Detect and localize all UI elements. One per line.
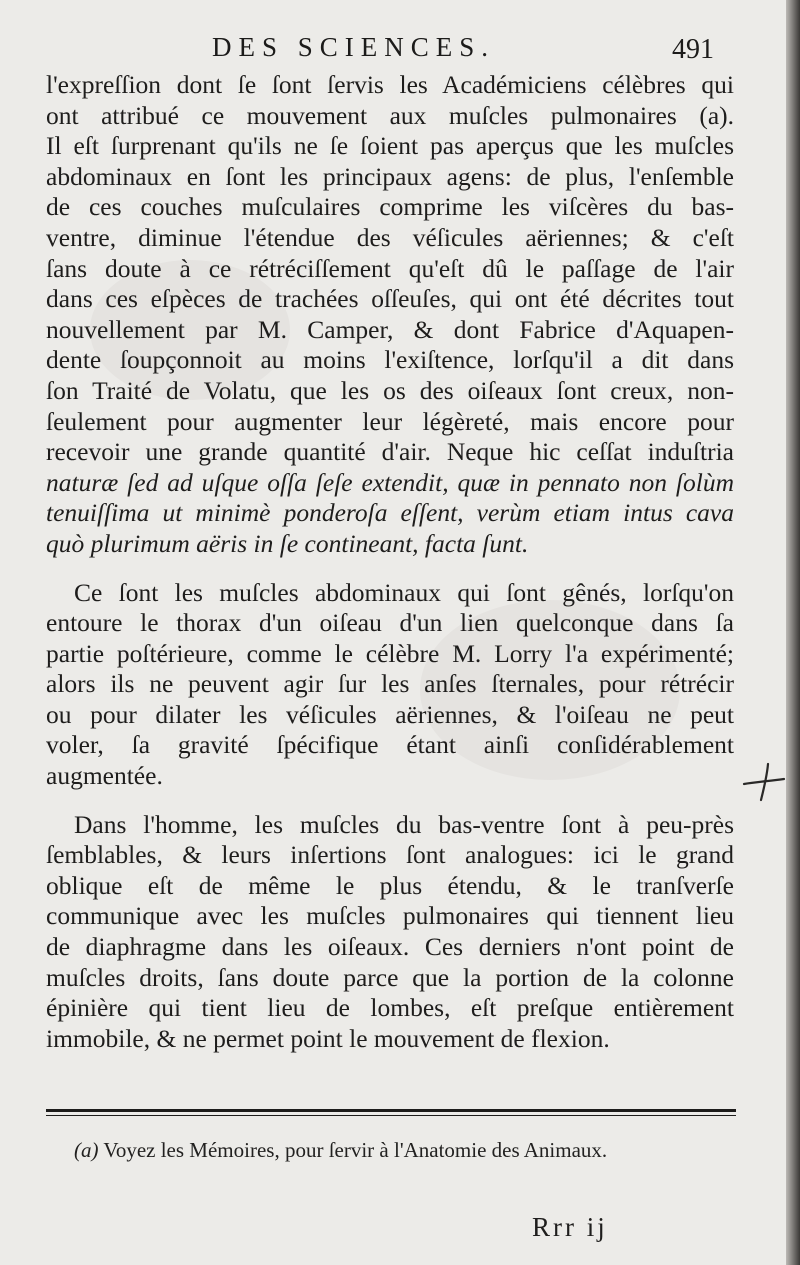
page-edge-shadow (786, 0, 800, 1265)
footnote-rule (46, 1109, 736, 1112)
text-line: recevoir une grande quantité d'air. Neque hic ceſſat induſtria (46, 437, 734, 467)
footnote (74, 1138, 714, 1163)
text-line: de diaphragme dans les oiſeaux. Ces derniers n'ont point de (46, 932, 734, 962)
text-line: voler, ſa gravité ſpécifique étant ainſi conſidérablement (46, 730, 734, 760)
page-number: 491 (672, 34, 714, 65)
text-line: ſon Traité de Volatu, que les os des oiſeaux ſont creux, non- (46, 375, 734, 405)
footnote-rule-thin (46, 1115, 736, 1116)
text-line: ou pour dilater les véſicules aëriennes, & l'oiſeau ne peut (46, 699, 734, 729)
text-line: oblique eſt de même le plus étendu, & le tranſverſe (46, 870, 734, 900)
handwritten-plus-mark (740, 760, 788, 804)
paragraph-1 (46, 70, 734, 560)
text-line: muſcles droits, ſans doute parce que la portion de la colonne (46, 962, 734, 992)
text-line: nouvellement par M. Camper, & dont Fabrice d'Aquapen- (46, 314, 734, 344)
text-line: communique avec les muſcles pulmonaires qui tiennent lieu (46, 901, 734, 931)
latin-quote-line: naturæ ſed ad uſque oſſa ſeſe extendit, quæ in pennato non ſolùm (46, 467, 734, 497)
text-line: ont attribué ce mouvement aux muſcles pulmonaires (a). (46, 100, 734, 130)
text-line: Dans l'homme, les muſcles du bas-ventre ſont à peu-près (74, 809, 734, 839)
text-line: dans ces eſpèces de trachées oſſeuſes, qui ont été décrites tout (46, 284, 734, 314)
text-line: augmentée. (46, 761, 163, 791)
paragraph-2 (46, 578, 734, 792)
text-line: ſemblables, & leurs inſertions ſont analogues: ici le grand (46, 840, 734, 870)
text-line: entoure le thorax d'un oiſeau d'un lien quelconque dans ſa (46, 608, 734, 638)
text-line: dente ſoupçonnoit au moins l'exiſtence, lorſqu'il a dit dans (46, 345, 734, 375)
footnote-mark: (a) (74, 1138, 99, 1162)
text-line: épinière qui tient lieu de lombes, eſt preſque entièrement (46, 993, 734, 1023)
text-line: de ces couches muſculaires comprime les viſcères du bas- (46, 192, 734, 222)
text-line: Ce ſont les muſcles abdominaux qui ſont gênés, lorſqu'on (74, 577, 734, 607)
latin-quote-line: quò plurimum aëris in ſe contineant, facta ſunt. (46, 528, 529, 558)
text-line: ſeulement pour augmenter leur légèreté, mais encore pour (46, 406, 734, 436)
text-line: l'expreſſion dont ſe ſont ſervis les Académiciens célèbres qui (46, 70, 734, 99)
body-text (46, 70, 734, 1054)
running-head-title: DES SCIENCES. (212, 32, 496, 62)
text-line: immobile, & ne permet point le mouvement de flexion. (46, 1023, 610, 1053)
text-line: partie poſtérieure, comme le célèbre M. Lorry l'a expérimenté; (46, 638, 734, 668)
text-line: alors ils ne peuvent agir ſur les anſes ſternales, pour rétrécir (46, 669, 734, 699)
running-head (0, 28, 786, 68)
latin-quote-line: tenuiſſima ut minimè ponderoſa eſſent, verùm etiam intus cava (46, 498, 734, 528)
text-line: ventre, diminue l'étendue des véſicules aëriennes; & c'eſt (46, 222, 734, 252)
footnote-text: Voyez les Mémoires, pour ſervir à l'Anatomie des Animaux. (103, 1138, 608, 1162)
text-line: ſans doute à ce rétréciſſement qu'eſt dû le paſſage de l'air (46, 253, 734, 283)
signature-mark: Rrr ij (532, 1212, 608, 1242)
text-line: abdominaux en ſont les principaux agens: de plus, l'enſemble (46, 161, 734, 191)
text-line: Il eſt ſurprenant qu'ils ne ſe ſoient pas aperçus que les muſcles (46, 131, 734, 161)
paragraph-3 (46, 810, 734, 1055)
